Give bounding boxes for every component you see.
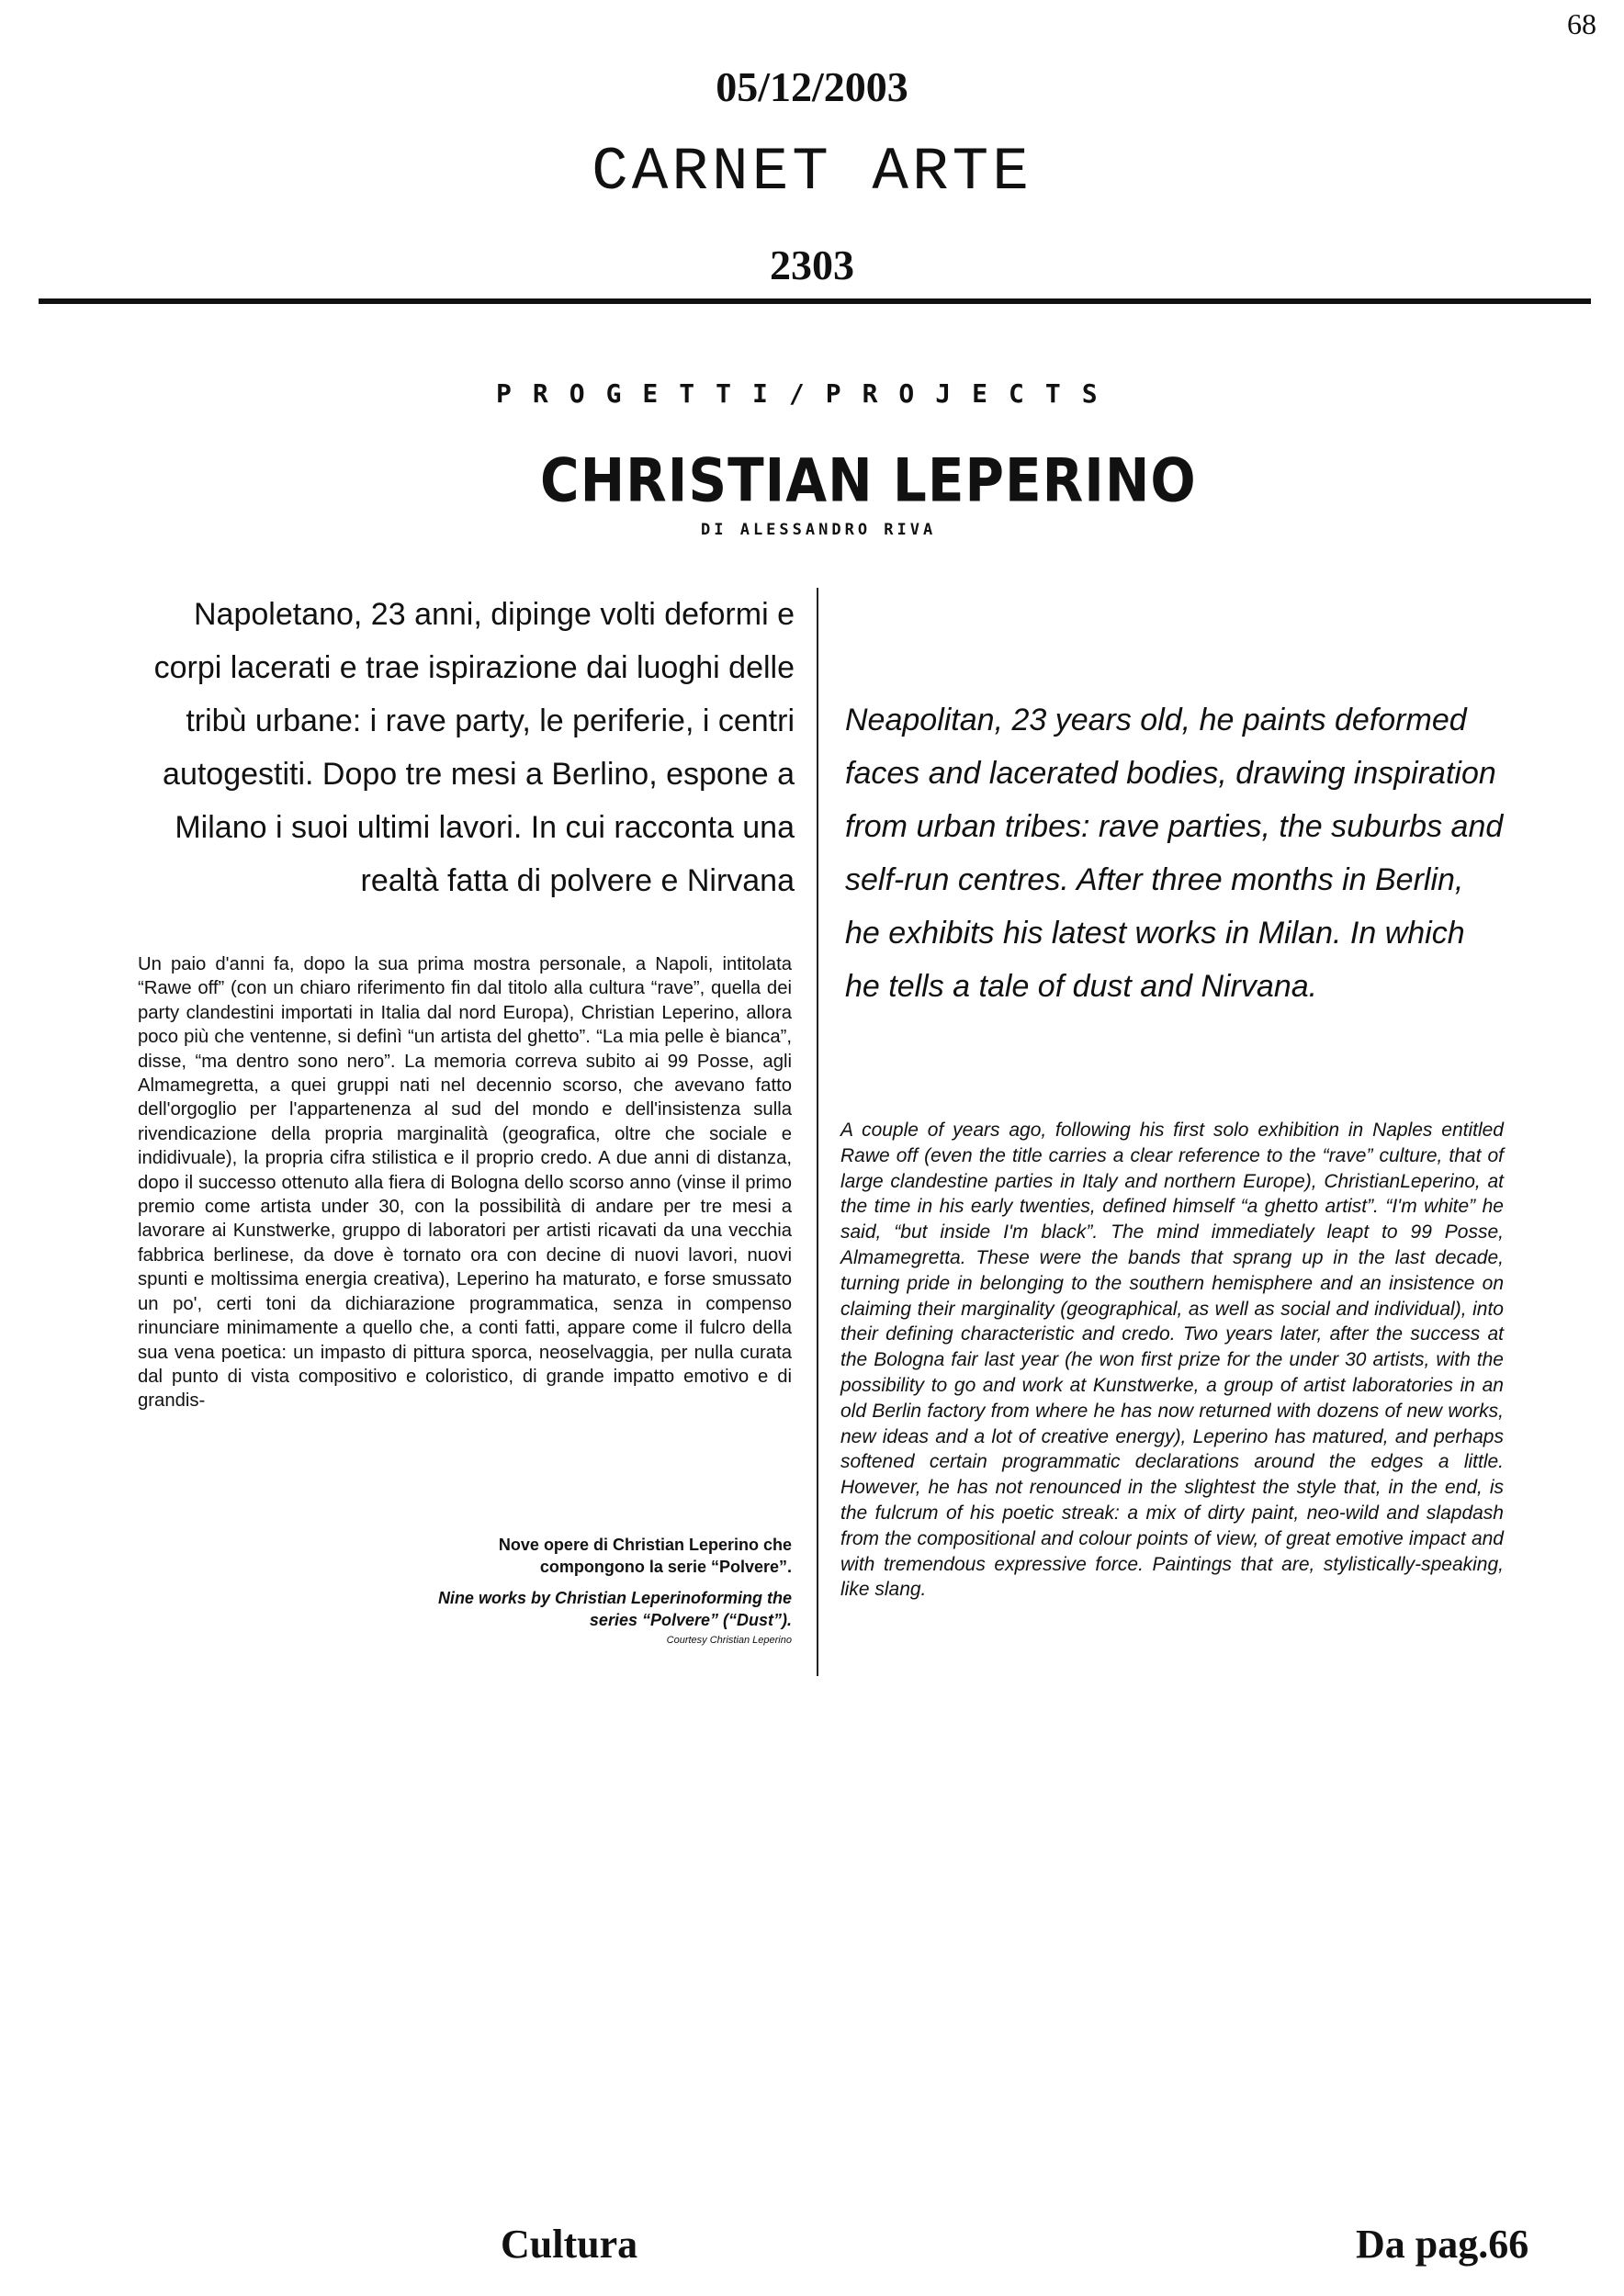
header-divider <box>39 298 1591 304</box>
caption-english: Nine works by Christian Leperinoforming the series “Polvere” (“Dust”). <box>437 1589 792 1629</box>
byline: DI ALESSANDRO RIVA <box>701 521 937 539</box>
page-number: 68 <box>1567 7 1596 40</box>
publication-name: CARNET ARTE <box>592 138 1032 207</box>
column-divider <box>817 588 818 1676</box>
body-text-english: A couple of years ago, following his first solo exhibition in Naples entitled Rawe off (even the title carries a clear reference to the “rave” culture, that of large clandestine parties in Italy and northern Europe), ChristianLeperino, at the time in his early twenties, defined himself “a ghetto artist”. “I'm white” he said, “but inside I'm black”. The mind immediately leapt to 99 Posse, Almamegretta. These were the bands that sprang up in the last decade, turning pride in belonging to the southern hemisphere and an insistence on claiming their marginality (geographical, as well as social and individual), into their defining characteristic and credo. Two years later, after the success at the Bologna fair last year (he won first prize for the under 30 artists, with the possibility to go and work at Kunstwerke, a group of artist laboratories in an old Berlin factory from where he has now returned with dozens of new works, new ideas and a lot of creative energy), Leperino has matured, and perhaps softened certain programmatic declarations around the edges a little. However, he has not renounced in the slightest the style that, in the end, is the fulcrum of his poetic streak: a mix of dirty paint, neo-wild and slapdash from the compositional and colour points of view, of great emotive impact and with tremendous expressive force. Paintings that are, stylistically-speaking, like slang. <box>840 1120 1504 1601</box>
caption-credit: Courtesy Christian Leperino <box>666 1635 792 1646</box>
header-date: 05/12/2003 <box>716 63 908 110</box>
article-title: CHRISTIAN LEPERINO <box>540 445 1197 516</box>
publication-code: 2303 <box>770 242 854 288</box>
image-caption <box>404 1534 792 1648</box>
lead-paragraph-english: Neapolitan, 23 years old, he paints deformed faces and lacerated bodies, drawing inspiration from urban tribes: rave parties, the suburbs and self-run centres. After three months in Berlin, he exhibits his latest works in Milan. In which he tells a tale of dust and Nirvana. <box>845 703 1504 1004</box>
section-label: PROGETTI/PROJECTS <box>496 378 1119 409</box>
footer-page-ref: Da pag.66 <box>1356 2222 1529 2267</box>
footer-section: Cultura <box>501 2222 638 2267</box>
body-text-italian: Un paio d'anni fa, dopo la sua prima mostra personale, a Napoli, intitolata “Rawe off” (con un chiaro riferimento fin dal titolo alla cultura “rave”, quella dei party clandestini importati in Italia dal nord Europa), Christian Leperino, allora poco più che ventenne, si definì “un artista del ghetto”. “La mia pelle è bianca”, disse, “ma dentro sono nero”. La memoria correva subito ai 99 Posse, agli Almamegretta, a quei gruppi nati nel decennio scorso, che avevano fatto dell'orgoglio per l'appartenenza al sud del mondo e dell'insistenza sulla rivendicazione della propria marginalità (geografica, oltre che sociale e indidivuale), la propria cifra stilistica e il proprio credo. A due anni di distanza, dopo il successo ottenuto alla fiera di Bologna dello scorso anno (vinse il primo premio come artista under 30, con la possibilità di andare per tre mesi a lavorare ai Kunstwerke, gruppo di laboratori per artisti ricavati da una vecchia fabbrica berlinese, da dove è tornato ora con decine di nuovi lavori, nuovi spunti e moltissima energia creativa), Leperino ha maturato, e forse smussato un po', certi toni da dichiarazione programmatica, senza in compenso rinunciare minimamente a quello che, a conti fatti, appare come il fulcro della sua vena poetica: un impasto di pittura sporca, neoselvaggia, per nulla curata dal punto di vista compositivo e coloristico, di grande impatto emotivo e di grandis- <box>138 954 792 1412</box>
lead-paragraph-italian: Napoletano, 23 anni, dipinge volti deformi e corpi lacerati e trae ispirazione dai luoghi delle tribù urbane: i rave party, le periferie, i centri autogestiti. Dopo tre mesi a Berlino, espone a Milano i suoi ultimi lavori. In cui racconta una realtà fatta di polvere e Nirvana <box>153 597 795 898</box>
caption-italian: Nove opere di Christian Leperino che compongono la serie “Polvere”. <box>498 1536 792 1576</box>
